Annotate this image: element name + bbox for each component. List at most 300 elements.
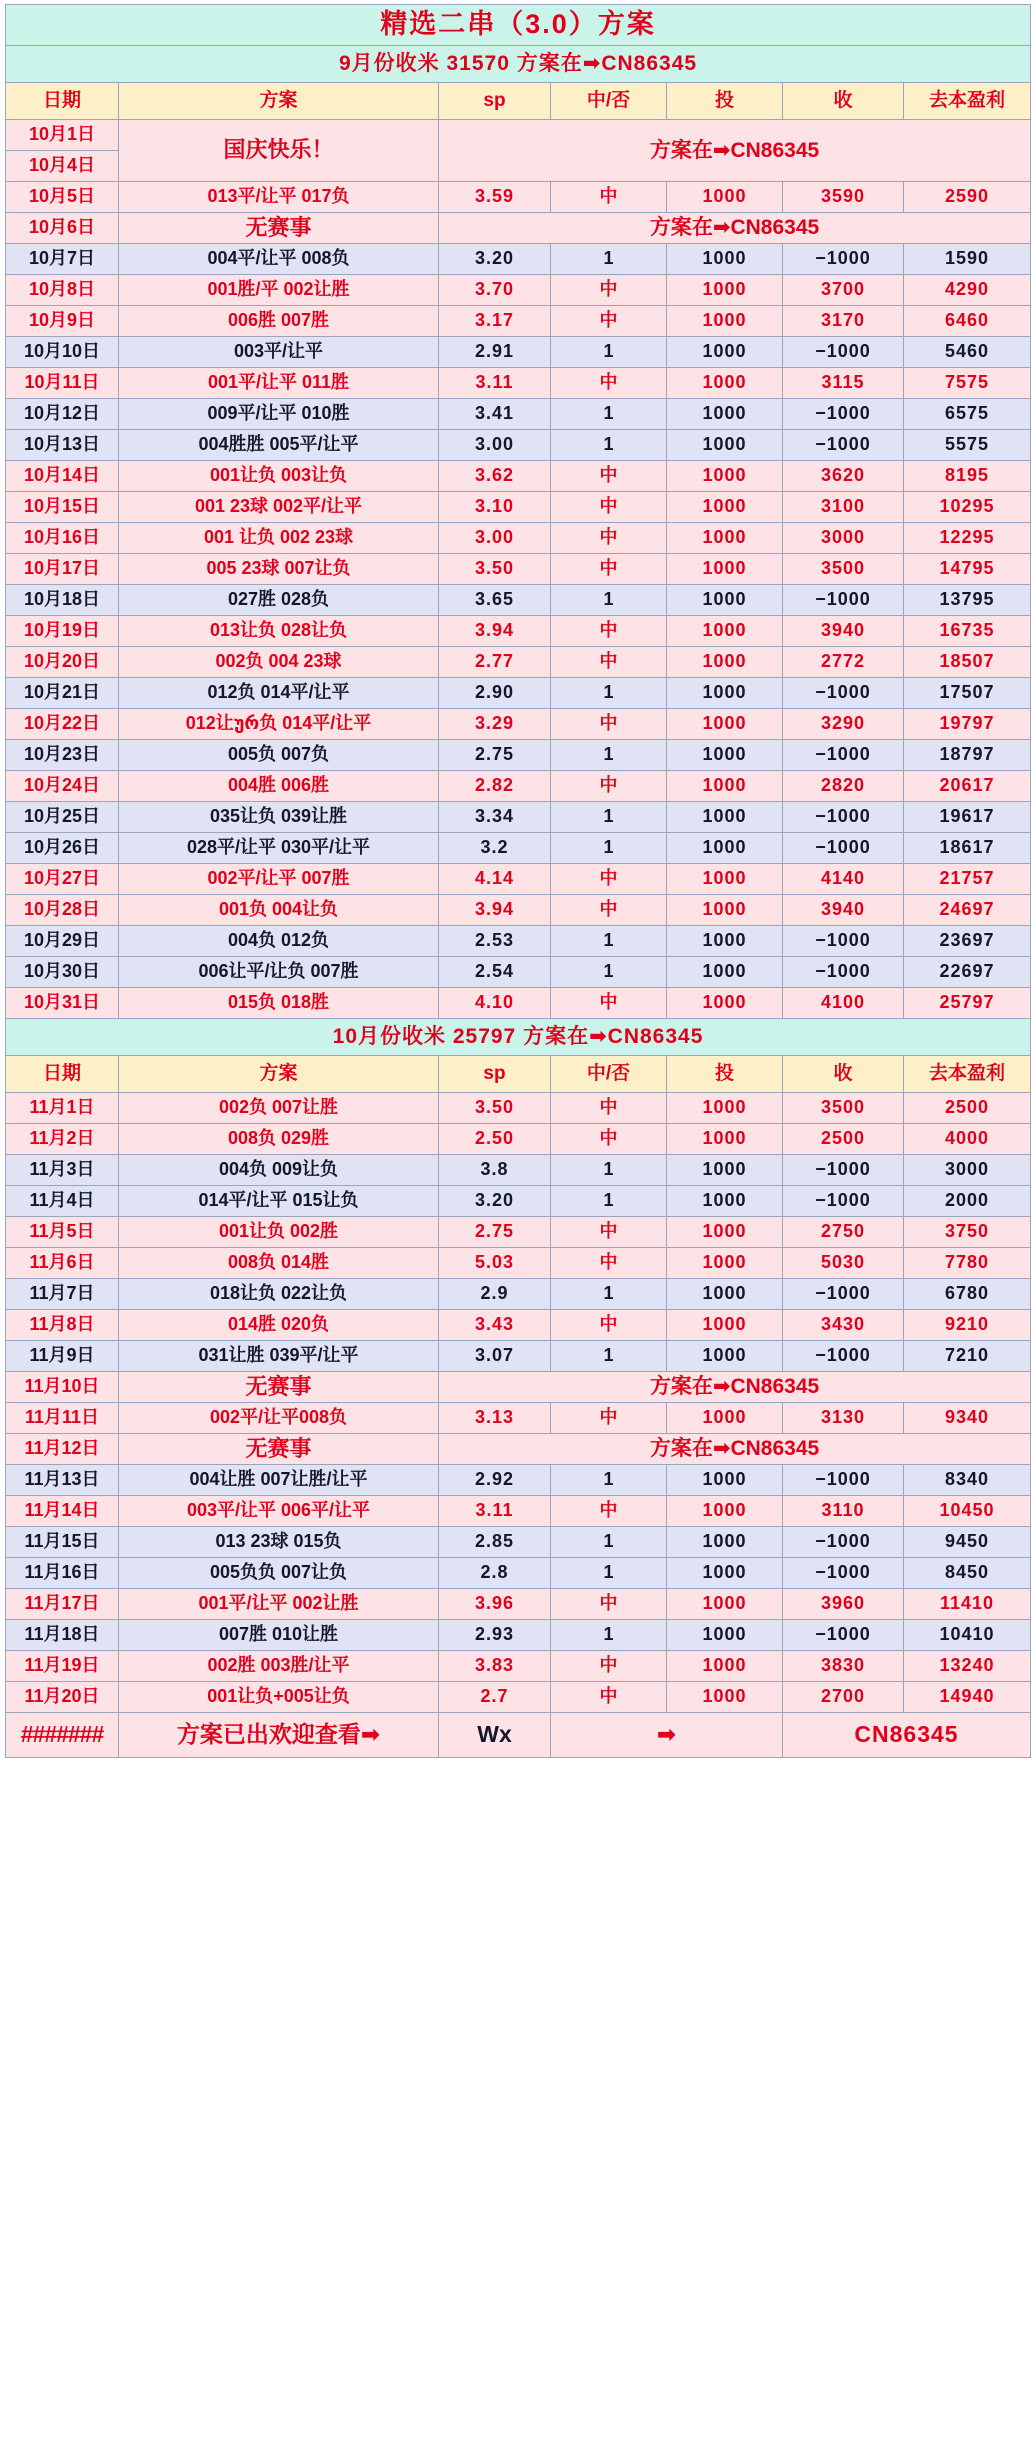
cell-win: 5030 bbox=[783, 1248, 904, 1279]
cell-win: −1000 bbox=[783, 430, 904, 461]
table-row bbox=[6, 864, 1031, 895]
cell-profit: 3000 bbox=[904, 1155, 1031, 1186]
cell-win: 3100 bbox=[783, 492, 904, 523]
column-header-3: 中/否 bbox=[551, 83, 667, 120]
cell-date: 10月1日 bbox=[6, 120, 119, 151]
cell-hit: 中 bbox=[551, 864, 667, 895]
cell-profit: 14795 bbox=[904, 554, 1031, 585]
cell-profit: 11410 bbox=[904, 1589, 1031, 1620]
cell-win: −1000 bbox=[783, 1155, 904, 1186]
summary-row-2 bbox=[6, 1019, 1031, 1056]
cell-profit: 21757 bbox=[904, 864, 1031, 895]
table-row bbox=[6, 1403, 1031, 1434]
cell-date: 11月18日 bbox=[6, 1620, 119, 1651]
cell-sp: 3.8 bbox=[439, 1155, 551, 1186]
cell-hit: 中 bbox=[551, 1589, 667, 1620]
cell-plan: 001 让负 002 23球 bbox=[119, 523, 439, 554]
cell-profit: 3750 bbox=[904, 1217, 1031, 1248]
cell-sp: 2.9 bbox=[439, 1279, 551, 1310]
table-row bbox=[6, 1558, 1031, 1589]
cell-sp: 3.11 bbox=[439, 368, 551, 399]
cell-win: 3430 bbox=[783, 1310, 904, 1341]
cell-profit: 2500 bbox=[904, 1093, 1031, 1124]
cell-profit: 17507 bbox=[904, 678, 1031, 709]
cell-plan: 007胜 010让胜 bbox=[119, 1620, 439, 1651]
cell-profit: 18617 bbox=[904, 833, 1031, 864]
cell-plan: 001胜/平 002让胜 bbox=[119, 275, 439, 306]
cell-sp: 2.75 bbox=[439, 1217, 551, 1248]
cell-plan: 005负负 007让负 bbox=[119, 1558, 439, 1589]
footer-wx: Wx bbox=[439, 1713, 551, 1758]
cell-hit: 中 bbox=[551, 895, 667, 926]
table-row bbox=[6, 306, 1031, 337]
cell-date: 10月6日 bbox=[6, 213, 119, 244]
cell-hit: 中 bbox=[551, 275, 667, 306]
cell-hit: 中 bbox=[551, 523, 667, 554]
cell-sp: 2.50 bbox=[439, 1124, 551, 1155]
cell-bet: 1000 bbox=[667, 802, 783, 833]
cell-plan: 001负 004让负 bbox=[119, 895, 439, 926]
cell-bet: 1000 bbox=[667, 1279, 783, 1310]
cell-hit: 中 bbox=[551, 1310, 667, 1341]
cell-plan: 国庆快乐！ bbox=[119, 120, 439, 182]
footer-arrow-icon: ➡ bbox=[551, 1713, 783, 1758]
cell-profit: 9450 bbox=[904, 1527, 1031, 1558]
cell-plan: 031让胜 039平/让平 bbox=[119, 1341, 439, 1372]
cell-bet: 1000 bbox=[667, 306, 783, 337]
table-row bbox=[6, 399, 1031, 430]
table-row bbox=[6, 244, 1031, 275]
cell-plan: 004胜胜 005平/让平 bbox=[119, 430, 439, 461]
table-row bbox=[6, 461, 1031, 492]
column-header-3: 中/否 bbox=[551, 1056, 667, 1093]
cell-date: 10月31日 bbox=[6, 988, 119, 1019]
cell-date: 10月26日 bbox=[6, 833, 119, 864]
cell-hit: 1 bbox=[551, 957, 667, 988]
cell-hit: 中 bbox=[551, 988, 667, 1019]
cell-hit: 1 bbox=[551, 585, 667, 616]
cell-sp: 2.8 bbox=[439, 1558, 551, 1589]
cell-plan: 002平/让平008负 bbox=[119, 1403, 439, 1434]
cell-plan: 005负 007负 bbox=[119, 740, 439, 771]
cell-plan: 028平/让平 030平/让平 bbox=[119, 833, 439, 864]
cell-profit: 1590 bbox=[904, 244, 1031, 275]
cell-sp: 2.7 bbox=[439, 1682, 551, 1713]
footer-code: CN86345 bbox=[783, 1713, 1031, 1758]
cell-bet: 1000 bbox=[667, 1651, 783, 1682]
cell-bet: 1000 bbox=[667, 182, 783, 213]
cell-date: 11月9日 bbox=[6, 1341, 119, 1372]
cell-date: 10月5日 bbox=[6, 182, 119, 213]
cell-promo: 方案在➡CN86345 bbox=[439, 1372, 1031, 1403]
cell-hit: 中 bbox=[551, 709, 667, 740]
cell-date: 10月24日 bbox=[6, 771, 119, 802]
table-row bbox=[6, 616, 1031, 647]
cell-profit: 19617 bbox=[904, 802, 1031, 833]
cell-sp: 3.20 bbox=[439, 1186, 551, 1217]
cell-profit: 7575 bbox=[904, 368, 1031, 399]
cell-win: −1000 bbox=[783, 585, 904, 616]
table-row bbox=[6, 430, 1031, 461]
table-row bbox=[6, 1155, 1031, 1186]
cell-plan: 013 23球 015负 bbox=[119, 1527, 439, 1558]
cell-hit: 1 bbox=[551, 1620, 667, 1651]
cell-bet: 1000 bbox=[667, 337, 783, 368]
cell-hit: 1 bbox=[551, 1527, 667, 1558]
cell-promo: 方案在➡CN86345 bbox=[439, 120, 1031, 182]
cell-plan: 004胜 006胜 bbox=[119, 771, 439, 802]
cell-date: 10月22日 bbox=[6, 709, 119, 740]
spreadsheet bbox=[0, 4, 1035, 1758]
cell-hit: 中 bbox=[551, 771, 667, 802]
column-header-6: 去本盈利 bbox=[904, 83, 1031, 120]
cell-win: −1000 bbox=[783, 1620, 904, 1651]
cell-date: 11月4日 bbox=[6, 1186, 119, 1217]
cell-profit: 25797 bbox=[904, 988, 1031, 1019]
cell-sp: 2.54 bbox=[439, 957, 551, 988]
cell-hit: 中 bbox=[551, 1651, 667, 1682]
column-header-0: 日期 bbox=[6, 83, 119, 120]
cell-win: 2750 bbox=[783, 1217, 904, 1248]
cell-hit: 中 bbox=[551, 616, 667, 647]
summary-row-1 bbox=[6, 46, 1031, 83]
table-row bbox=[6, 1496, 1031, 1527]
column-header-4: 投 bbox=[667, 1056, 783, 1093]
cell-win: 2500 bbox=[783, 1124, 904, 1155]
cell-date: 10月10日 bbox=[6, 337, 119, 368]
cell-date: 10月7日 bbox=[6, 244, 119, 275]
cell-win: −1000 bbox=[783, 337, 904, 368]
cell-win: 3130 bbox=[783, 1403, 904, 1434]
cell-sp: 3.11 bbox=[439, 1496, 551, 1527]
cell-plan: 002负 007让胜 bbox=[119, 1093, 439, 1124]
cell-profit: 10295 bbox=[904, 492, 1031, 523]
cell-win: −1000 bbox=[783, 740, 904, 771]
cell-bet: 1000 bbox=[667, 1217, 783, 1248]
cell-hit: 1 bbox=[551, 833, 667, 864]
cell-plan: 001让负 003让负 bbox=[119, 461, 439, 492]
table-row bbox=[6, 1310, 1031, 1341]
cell-bet: 1000 bbox=[667, 833, 783, 864]
cell-bet: 1000 bbox=[667, 1682, 783, 1713]
cell-profit: 7780 bbox=[904, 1248, 1031, 1279]
table-row bbox=[6, 492, 1031, 523]
cell-win: −1000 bbox=[783, 1341, 904, 1372]
cell-hit: 中 bbox=[551, 1403, 667, 1434]
cell-sp: 2.53 bbox=[439, 926, 551, 957]
cell-sp: 3.10 bbox=[439, 492, 551, 523]
cell-date: 11月13日 bbox=[6, 1465, 119, 1496]
cell-sp: 4.14 bbox=[439, 864, 551, 895]
cell-hit: 1 bbox=[551, 740, 667, 771]
cell-win: 4100 bbox=[783, 988, 904, 1019]
header-row-1 bbox=[6, 83, 1031, 120]
cell-hit: 1 bbox=[551, 430, 667, 461]
cell-win: 3115 bbox=[783, 368, 904, 399]
cell-hit: 1 bbox=[551, 1341, 667, 1372]
header-row-2 bbox=[6, 1056, 1031, 1093]
cell-date: 10月23日 bbox=[6, 740, 119, 771]
column-header-6: 去本盈利 bbox=[904, 1056, 1031, 1093]
table-row bbox=[6, 120, 1031, 151]
cell-hit: 中 bbox=[551, 647, 667, 678]
cell-profit: 16735 bbox=[904, 616, 1031, 647]
table-row bbox=[6, 585, 1031, 616]
table-row bbox=[6, 740, 1031, 771]
table-row bbox=[6, 1372, 1031, 1403]
table-row bbox=[6, 833, 1031, 864]
cell-date: 11月6日 bbox=[6, 1248, 119, 1279]
cell-win: 3830 bbox=[783, 1651, 904, 1682]
cell-hit: 中 bbox=[551, 554, 667, 585]
cell-win: −1000 bbox=[783, 678, 904, 709]
cell-bet: 1000 bbox=[667, 988, 783, 1019]
cell-profit: 5575 bbox=[904, 430, 1031, 461]
cell-plan: 012让ურ负 014平/让平 bbox=[119, 709, 439, 740]
table-row bbox=[6, 1186, 1031, 1217]
cell-date: 10月25日 bbox=[6, 802, 119, 833]
table-row bbox=[6, 1434, 1031, 1465]
cell-sp: 3.50 bbox=[439, 1093, 551, 1124]
cell-plan: 无赛事 bbox=[119, 1434, 439, 1465]
cell-win: 3500 bbox=[783, 1093, 904, 1124]
cell-date: 10月14日 bbox=[6, 461, 119, 492]
cell-win: 3290 bbox=[783, 709, 904, 740]
cell-profit: 7210 bbox=[904, 1341, 1031, 1372]
cell-profit: 6780 bbox=[904, 1279, 1031, 1310]
column-header-5: 收 bbox=[783, 1056, 904, 1093]
cell-win: −1000 bbox=[783, 926, 904, 957]
cell-sp: 3.62 bbox=[439, 461, 551, 492]
cell-plan: 004让胜 007让胜/让平 bbox=[119, 1465, 439, 1496]
cell-bet: 1000 bbox=[667, 740, 783, 771]
cell-date: 11月3日 bbox=[6, 1155, 119, 1186]
cell-date: 10月4日 bbox=[6, 151, 119, 182]
cell-win: −1000 bbox=[783, 1558, 904, 1589]
cell-sp: 2.77 bbox=[439, 647, 551, 678]
cell-win: 3940 bbox=[783, 616, 904, 647]
cell-plan: 008负 014胜 bbox=[119, 1248, 439, 1279]
column-header-0: 日期 bbox=[6, 1056, 119, 1093]
table-row bbox=[6, 1248, 1031, 1279]
cell-date: 10月9日 bbox=[6, 306, 119, 337]
cell-profit: 9210 bbox=[904, 1310, 1031, 1341]
cell-date: 10月30日 bbox=[6, 957, 119, 988]
cell-bet: 1000 bbox=[667, 1465, 783, 1496]
cell-plan: 001让负+005让负 bbox=[119, 1682, 439, 1713]
cell-win: 3500 bbox=[783, 554, 904, 585]
cell-bet: 1000 bbox=[667, 1124, 783, 1155]
cell-plan: 004负 009让负 bbox=[119, 1155, 439, 1186]
cell-plan: 003平/让平 006平/让平 bbox=[119, 1496, 439, 1527]
cell-win: 4140 bbox=[783, 864, 904, 895]
table-row bbox=[6, 678, 1031, 709]
cell-plan: 无赛事 bbox=[119, 1372, 439, 1403]
cell-win: 3110 bbox=[783, 1496, 904, 1527]
cell-profit: 8340 bbox=[904, 1465, 1031, 1496]
cell-plan: 005 23球 007让负 bbox=[119, 554, 439, 585]
cell-hit: 1 bbox=[551, 926, 667, 957]
cell-sp: 3.00 bbox=[439, 523, 551, 554]
cell-hit: 中 bbox=[551, 1682, 667, 1713]
cell-profit: 6575 bbox=[904, 399, 1031, 430]
cell-profit: 8450 bbox=[904, 1558, 1031, 1589]
cell-sp: 2.90 bbox=[439, 678, 551, 709]
cell-plan: 018让负 022让负 bbox=[119, 1279, 439, 1310]
cell-win: −1000 bbox=[783, 244, 904, 275]
table-row bbox=[6, 647, 1031, 678]
plan-table bbox=[5, 4, 1031, 1758]
cell-hit: 中 bbox=[551, 461, 667, 492]
cell-profit: 2590 bbox=[904, 182, 1031, 213]
cell-bet: 1000 bbox=[667, 1589, 783, 1620]
table-row bbox=[6, 1527, 1031, 1558]
cell-sp: 4.10 bbox=[439, 988, 551, 1019]
cell-profit: 12295 bbox=[904, 523, 1031, 554]
cell-win: 3960 bbox=[783, 1589, 904, 1620]
cell-date: 11月15日 bbox=[6, 1527, 119, 1558]
cell-date: 11月16日 bbox=[6, 1558, 119, 1589]
table-row bbox=[6, 988, 1031, 1019]
cell-profit: 14940 bbox=[904, 1682, 1031, 1713]
cell-sp: 3.96 bbox=[439, 1589, 551, 1620]
cell-bet: 1000 bbox=[667, 771, 783, 802]
cell-bet: 1000 bbox=[667, 678, 783, 709]
cell-bet: 1000 bbox=[667, 1248, 783, 1279]
table-row bbox=[6, 926, 1031, 957]
cell-plan: 004平/让平 008负 bbox=[119, 244, 439, 275]
cell-date: 10月19日 bbox=[6, 616, 119, 647]
cell-hit: 1 bbox=[551, 1186, 667, 1217]
cell-bet: 1000 bbox=[667, 1310, 783, 1341]
cell-hit: 中 bbox=[551, 1217, 667, 1248]
cell-bet: 1000 bbox=[667, 864, 783, 895]
cell-date: 10月20日 bbox=[6, 647, 119, 678]
table-row bbox=[6, 368, 1031, 399]
table-row bbox=[6, 1682, 1031, 1713]
cell-sp: 3.65 bbox=[439, 585, 551, 616]
cell-profit: 9340 bbox=[904, 1403, 1031, 1434]
column-header-4: 投 bbox=[667, 83, 783, 120]
cell-profit: 24697 bbox=[904, 895, 1031, 926]
cell-plan: 014胜 020负 bbox=[119, 1310, 439, 1341]
table-row bbox=[6, 771, 1031, 802]
table-row bbox=[6, 554, 1031, 585]
cell-plan: 003平/让平 bbox=[119, 337, 439, 368]
cell-bet: 1000 bbox=[667, 275, 783, 306]
cell-date: 11月12日 bbox=[6, 1434, 119, 1465]
cell-profit: 10450 bbox=[904, 1496, 1031, 1527]
table-row bbox=[6, 1651, 1031, 1682]
cell-hit: 1 bbox=[551, 1558, 667, 1589]
cell-date: 10月11日 bbox=[6, 368, 119, 399]
cell-win: 2700 bbox=[783, 1682, 904, 1713]
cell-sp: 2.85 bbox=[439, 1527, 551, 1558]
cell-bet: 1000 bbox=[667, 957, 783, 988]
cell-win: −1000 bbox=[783, 1186, 904, 1217]
table-row bbox=[6, 523, 1031, 554]
cell-date: 11月20日 bbox=[6, 1682, 119, 1713]
cell-date: 10月21日 bbox=[6, 678, 119, 709]
cell-sp: 5.03 bbox=[439, 1248, 551, 1279]
cell-profit: 20617 bbox=[904, 771, 1031, 802]
cell-hit: 1 bbox=[551, 337, 667, 368]
cell-hit: 1 bbox=[551, 1155, 667, 1186]
table-row bbox=[6, 1620, 1031, 1651]
cell-date: 10月16日 bbox=[6, 523, 119, 554]
cell-hit: 1 bbox=[551, 399, 667, 430]
table-row bbox=[6, 1279, 1031, 1310]
table-row bbox=[6, 213, 1031, 244]
cell-sp: 3.07 bbox=[439, 1341, 551, 1372]
cell-hit: 1 bbox=[551, 802, 667, 833]
cell-bet: 1000 bbox=[667, 492, 783, 523]
table-row bbox=[6, 709, 1031, 740]
cell-plan: 001平/让平 002让胜 bbox=[119, 1589, 439, 1620]
cell-profit: 10410 bbox=[904, 1620, 1031, 1651]
cell-win: 2772 bbox=[783, 647, 904, 678]
footer-row bbox=[6, 1713, 1031, 1758]
cell-bet: 1000 bbox=[667, 554, 783, 585]
table-row bbox=[6, 1093, 1031, 1124]
cell-date: 10月18日 bbox=[6, 585, 119, 616]
cell-win: −1000 bbox=[783, 399, 904, 430]
cell-profit: 13795 bbox=[904, 585, 1031, 616]
cell-date: 11月19日 bbox=[6, 1651, 119, 1682]
cell-sp: 3.13 bbox=[439, 1403, 551, 1434]
cell-bet: 1000 bbox=[667, 1558, 783, 1589]
cell-sp: 3.59 bbox=[439, 182, 551, 213]
cell-plan: 009平/让平 010胜 bbox=[119, 399, 439, 430]
cell-date: 10月28日 bbox=[6, 895, 119, 926]
cell-sp: 3.70 bbox=[439, 275, 551, 306]
cell-bet: 1000 bbox=[667, 895, 783, 926]
cell-profit: 13240 bbox=[904, 1651, 1031, 1682]
cell-sp: 3.34 bbox=[439, 802, 551, 833]
cell-sp: 3.43 bbox=[439, 1310, 551, 1341]
cell-plan: 006让平/让负 007胜 bbox=[119, 957, 439, 988]
table-row bbox=[6, 337, 1031, 368]
cell-sp: 3.29 bbox=[439, 709, 551, 740]
cell-win: −1000 bbox=[783, 1465, 904, 1496]
cell-win: 3620 bbox=[783, 461, 904, 492]
cell-sp: 2.92 bbox=[439, 1465, 551, 1496]
cell-win: 3940 bbox=[783, 895, 904, 926]
cell-hit: 中 bbox=[551, 1124, 667, 1155]
cell-bet: 1000 bbox=[667, 926, 783, 957]
cell-date: 10月8日 bbox=[6, 275, 119, 306]
cell-date: 11月14日 bbox=[6, 1496, 119, 1527]
month-summary: 10月份收米 25797 方案在➡CN86345 bbox=[6, 1019, 1031, 1056]
title-row bbox=[6, 5, 1031, 46]
cell-win: −1000 bbox=[783, 957, 904, 988]
cell-date: 10月13日 bbox=[6, 430, 119, 461]
cell-plan: 006胜 007胜 bbox=[119, 306, 439, 337]
table-row bbox=[6, 182, 1031, 213]
cell-win: −1000 bbox=[783, 1527, 904, 1558]
cell-bet: 1000 bbox=[667, 399, 783, 430]
cell-plan: 027胜 028负 bbox=[119, 585, 439, 616]
page-title: 精选二串（3.0）方案 bbox=[6, 5, 1031, 46]
cell-date: 11月8日 bbox=[6, 1310, 119, 1341]
table-row bbox=[6, 1341, 1031, 1372]
cell-bet: 1000 bbox=[667, 1620, 783, 1651]
cell-win: 3700 bbox=[783, 275, 904, 306]
cell-plan: 001平/让平 011胜 bbox=[119, 368, 439, 399]
cell-plan: 004负 012负 bbox=[119, 926, 439, 957]
table-row bbox=[6, 802, 1031, 833]
cell-bet: 1000 bbox=[667, 616, 783, 647]
